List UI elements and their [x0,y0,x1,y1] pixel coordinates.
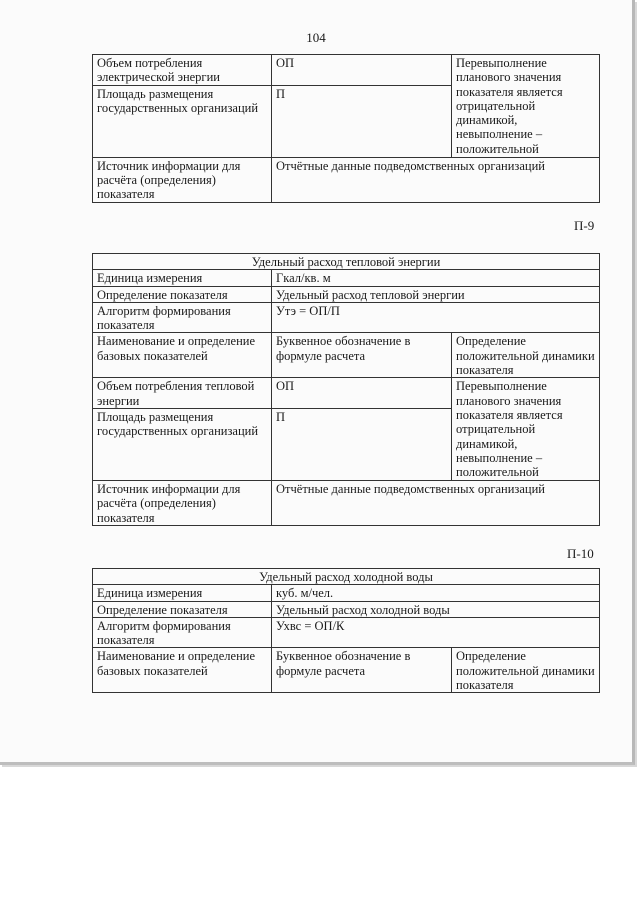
unit-label: Единица измерения [93,270,272,286]
column-header: Определение положительной динамики показателя [452,648,600,693]
table-row [93,569,600,585]
table-row [93,55,600,86]
table-row [93,585,600,601]
column-header: Буквенное обозначение в формуле расчета [272,333,452,378]
table-p10 [92,568,600,693]
unit-label: Единица измерения [93,585,272,601]
unit-value: Гкал/кв. м [272,270,600,286]
table-cell: П [272,408,452,480]
table-row [93,302,600,333]
table-row [93,286,600,302]
column-header: Наименование и определение базовых показателей [93,333,272,378]
table-row [93,617,600,648]
table-title: Удельный расход тепловой энергии [93,254,600,270]
table-cell: П [272,85,452,157]
table-cell: ОП [272,55,452,86]
column-header: Буквенное обозначение в формуле расчета [272,648,452,693]
source-label: Источник информации для расчёта (определения) показателя [93,480,272,525]
table-row [93,378,600,409]
dynamics-note: Перевыполнение планового значения показателя является отрицательной динамикой, невыполнение – положительной [452,55,600,158]
table-top [92,54,600,203]
definition-label: Определение показателя [93,286,272,302]
definition-value: Удельный расход холодной воды [272,601,600,617]
algorithm-formula: Утэ = ОП/П [272,302,600,333]
table-cell: Площадь размещения государственных организаций [93,85,272,157]
dynamics-note: Перевыполнение планового значения показателя является отрицательной динамикой, невыполнение – положительной [452,378,600,481]
table-cell: Площадь размещения государственных организаций [93,408,272,480]
page-number: 104 [306,30,326,45]
definition-label: Определение показателя [93,601,272,617]
table-cell: Объем потребления электрической энергии [93,55,272,86]
unit-value: куб. м/чел. [272,585,600,601]
column-header: Определение положительной динамики показателя [452,333,600,378]
table-label-p9: П-9 [574,218,595,233]
definition-value: Удельный расход тепловой энергии [272,286,600,302]
table-row [93,333,600,378]
table-row [93,254,600,270]
source-value: Отчётные данные подведомственных организаций [272,480,600,525]
table-row [93,648,600,693]
table-p9 [92,253,600,526]
table-row [93,157,600,202]
table-cell: ОП [272,378,452,409]
table-cell: Объем потребления тепловой энергии [93,378,272,409]
algorithm-label: Алгоритм формирования показателя [93,302,272,333]
table-row [93,601,600,617]
table-row [93,480,600,525]
source-label: Источник информации для расчёта (определения) показателя [93,157,272,202]
table-row [93,270,600,286]
algorithm-formula: Ухвс = ОП/К [272,617,600,648]
source-value: Отчётные данные подведомственных организаций [272,157,600,202]
table-label-p10: П-10 [567,546,594,561]
column-header: Наименование и определение базовых показателей [93,648,272,693]
algorithm-label: Алгоритм формирования показателя [93,617,272,648]
table-title: Удельный расход холодной воды [93,569,600,585]
